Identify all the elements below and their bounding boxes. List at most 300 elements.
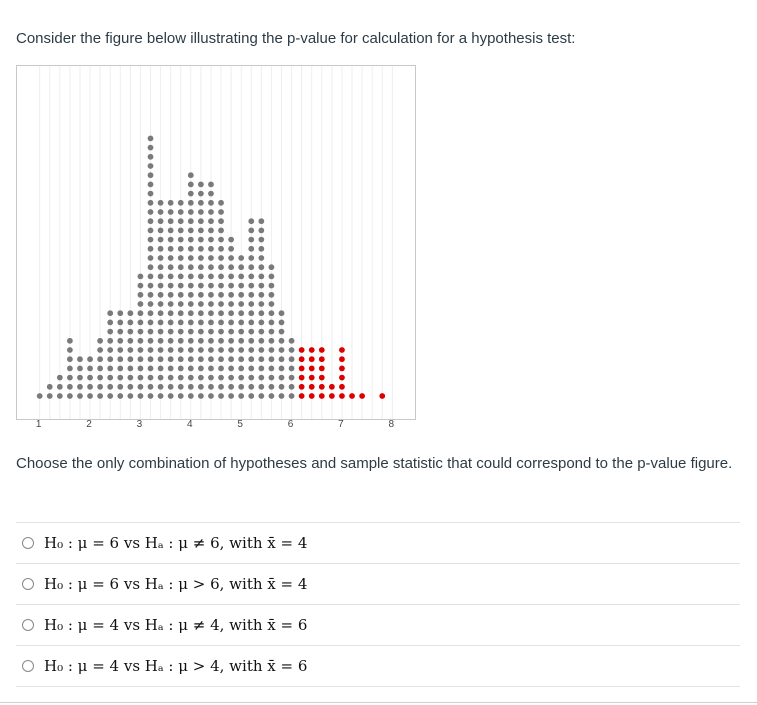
gray-data-dot xyxy=(188,172,194,178)
gray-data-dot xyxy=(248,227,254,233)
gray-data-dot xyxy=(268,264,274,270)
gray-data-dot xyxy=(218,356,224,362)
gray-data-dot xyxy=(157,209,163,215)
question-text: Choose the only combination of hypotheses and sample statistic that could correspond to the p-value figure. xyxy=(16,455,733,472)
gray-data-dot xyxy=(278,393,284,399)
answer-option-1[interactable] xyxy=(16,522,740,563)
gray-data-dot xyxy=(127,374,133,380)
gray-data-dot xyxy=(97,356,103,362)
gray-data-dot xyxy=(167,301,173,307)
gray-data-dot xyxy=(238,393,244,399)
gray-data-dot xyxy=(268,282,274,288)
gray-data-dot xyxy=(268,292,274,298)
gray-data-dot xyxy=(87,356,93,362)
gray-data-dot xyxy=(117,338,123,344)
gray-data-dot xyxy=(188,384,194,390)
gray-data-dot xyxy=(67,393,73,399)
gray-data-dot xyxy=(147,310,153,316)
gray-data-dot xyxy=(198,328,204,334)
gray-data-dot xyxy=(218,282,224,288)
gray-data-dot xyxy=(258,356,264,362)
gray-data-dot xyxy=(137,374,143,380)
red-data-dot xyxy=(298,393,304,399)
gray-data-dot xyxy=(208,310,214,316)
gray-data-dot xyxy=(178,301,184,307)
red-data-dot xyxy=(319,384,325,390)
gray-data-dot xyxy=(167,393,173,399)
answer-option-label: H₀ : μ = 4 vs Hₐ : μ ≠ 4, with x̄ = 6 xyxy=(44,616,308,634)
gray-data-dot xyxy=(238,273,244,279)
gray-data-dot xyxy=(198,181,204,187)
red-data-dot xyxy=(339,347,345,353)
gray-data-dot xyxy=(228,246,234,252)
gray-data-dot xyxy=(137,328,143,334)
gray-data-dot xyxy=(198,255,204,261)
gray-data-dot xyxy=(47,393,53,399)
gray-data-dot xyxy=(288,365,294,371)
gray-data-dot xyxy=(248,328,254,334)
gray-data-dot xyxy=(107,338,113,344)
gray-data-dot xyxy=(178,365,184,371)
red-data-dot xyxy=(319,365,325,371)
gray-data-dot xyxy=(147,338,153,344)
gray-data-dot xyxy=(238,356,244,362)
gray-data-dot xyxy=(157,328,163,334)
gray-data-dot xyxy=(208,338,214,344)
red-data-dot xyxy=(319,356,325,362)
gray-data-dot xyxy=(218,374,224,380)
gray-data-dot xyxy=(107,328,113,334)
gray-data-dot xyxy=(147,236,153,242)
gray-data-dot xyxy=(248,292,254,298)
gray-data-dot xyxy=(218,236,224,242)
prompt-text: Consider the figure below illustrating the p-value for calculation for a hypothesis test: xyxy=(16,30,576,47)
gray-data-dot xyxy=(77,374,83,380)
gray-data-dot xyxy=(188,264,194,270)
red-data-dot xyxy=(379,393,385,399)
red-data-dot xyxy=(339,384,345,390)
answer-option-4[interactable] xyxy=(16,645,740,687)
gray-data-dot xyxy=(278,328,284,334)
gray-data-dot xyxy=(178,328,184,334)
gray-data-dot xyxy=(198,365,204,371)
gray-data-dot xyxy=(278,356,284,362)
gray-data-dot xyxy=(67,356,73,362)
answer-option-label: H₀ : μ = 6 vs Hₐ : μ > 6, with x̄ = 4 xyxy=(44,575,308,593)
gray-data-dot xyxy=(127,338,133,344)
gray-data-dot xyxy=(167,227,173,233)
answer-option-3[interactable] xyxy=(16,604,740,645)
gray-data-dot xyxy=(147,319,153,325)
gray-data-dot xyxy=(228,319,234,325)
gray-data-dot xyxy=(167,209,173,215)
gray-data-dot xyxy=(137,310,143,316)
gray-data-dot xyxy=(208,301,214,307)
gray-data-dot xyxy=(278,338,284,344)
gray-data-dot xyxy=(258,282,264,288)
gray-data-dot xyxy=(137,319,143,325)
gray-data-dot xyxy=(198,319,204,325)
gray-data-dot xyxy=(208,200,214,206)
red-data-dot xyxy=(329,393,335,399)
gray-data-dot xyxy=(147,328,153,334)
gray-data-dot xyxy=(157,218,163,224)
gray-data-dot xyxy=(198,200,204,206)
gray-data-dot xyxy=(107,384,113,390)
gray-data-dot xyxy=(248,264,254,270)
gray-data-dot xyxy=(238,310,244,316)
gray-data-dot xyxy=(107,319,113,325)
gray-data-dot xyxy=(157,384,163,390)
gray-data-dot xyxy=(258,255,264,261)
gray-data-dot xyxy=(248,384,254,390)
red-data-dot xyxy=(309,384,315,390)
gray-data-dot xyxy=(208,393,214,399)
gray-data-dot xyxy=(278,347,284,353)
gray-data-dot xyxy=(208,384,214,390)
answer-option-label: H₀ : μ = 4 vs Hₐ : μ > 4, with x̄ = 6 xyxy=(44,657,308,675)
red-data-dot xyxy=(359,393,365,399)
gray-data-dot xyxy=(228,384,234,390)
gray-data-dot xyxy=(188,319,194,325)
gray-data-dot xyxy=(147,282,153,288)
gray-data-dot xyxy=(198,246,204,252)
gray-data-dot xyxy=(157,310,163,316)
gray-data-dot xyxy=(97,365,103,371)
gray-data-dot xyxy=(178,384,184,390)
gray-data-dot xyxy=(268,328,274,334)
gray-data-dot xyxy=(218,301,224,307)
gray-data-dot xyxy=(178,292,184,298)
gray-data-dot xyxy=(167,218,173,224)
gray-data-dot xyxy=(178,255,184,261)
gray-data-dot xyxy=(228,374,234,380)
gray-data-dot xyxy=(198,273,204,279)
gray-data-dot xyxy=(288,338,294,344)
gray-data-dot xyxy=(228,356,234,362)
gray-data-dot xyxy=(258,310,264,316)
gray-data-dot xyxy=(208,347,214,353)
gray-data-dot xyxy=(157,338,163,344)
gray-data-dot xyxy=(167,310,173,316)
red-data-dot xyxy=(339,356,345,362)
radio-button-icon[interactable] xyxy=(22,578,34,590)
gray-data-dot xyxy=(198,393,204,399)
red-data-dot xyxy=(319,374,325,380)
gray-data-dot xyxy=(188,218,194,224)
gray-data-dot xyxy=(107,374,113,380)
gray-data-dot xyxy=(117,374,123,380)
dotplot-chart xyxy=(16,65,416,420)
gray-data-dot xyxy=(218,365,224,371)
gray-data-dot xyxy=(137,292,143,298)
gray-data-dot xyxy=(268,374,274,380)
gray-data-dot xyxy=(137,356,143,362)
gray-data-dot xyxy=(157,200,163,206)
gray-data-dot xyxy=(218,310,224,316)
gray-data-dot xyxy=(157,393,163,399)
gray-data-dot xyxy=(218,273,224,279)
gray-data-dot xyxy=(218,227,224,233)
red-data-dot xyxy=(298,356,304,362)
red-data-dot xyxy=(309,374,315,380)
gray-data-dot xyxy=(228,292,234,298)
gray-data-dot xyxy=(278,384,284,390)
gray-data-dot xyxy=(157,246,163,252)
red-data-dot xyxy=(298,365,304,371)
gray-data-dot xyxy=(258,292,264,298)
red-data-dot xyxy=(329,384,335,390)
gray-data-dot xyxy=(188,181,194,187)
gray-data-dot xyxy=(178,273,184,279)
gray-data-dot xyxy=(218,338,224,344)
gray-data-dot xyxy=(127,393,133,399)
gray-data-dot xyxy=(258,384,264,390)
gray-data-dot xyxy=(218,384,224,390)
gray-data-dot xyxy=(268,310,274,316)
x-tick-label: 2 xyxy=(86,419,92,430)
gray-data-dot xyxy=(147,181,153,187)
gray-data-dot xyxy=(147,163,153,169)
gray-data-dot xyxy=(127,328,133,334)
gray-data-dot xyxy=(157,236,163,242)
bottom-divider xyxy=(0,702,757,703)
gray-data-dot xyxy=(258,338,264,344)
x-tick-label: 7 xyxy=(338,419,344,430)
gray-data-dot xyxy=(248,301,254,307)
gray-data-dot xyxy=(107,365,113,371)
gray-data-dot xyxy=(238,347,244,353)
gray-data-dot xyxy=(87,374,93,380)
gray-data-dot xyxy=(137,282,143,288)
gray-data-dot xyxy=(97,338,103,344)
gray-data-dot xyxy=(208,218,214,224)
gray-data-dot xyxy=(147,144,153,150)
gray-data-dot xyxy=(157,374,163,380)
gray-data-dot xyxy=(258,328,264,334)
gray-data-dot xyxy=(137,338,143,344)
gray-data-dot xyxy=(147,356,153,362)
gray-data-dot xyxy=(67,347,73,353)
red-data-dot xyxy=(349,393,355,399)
gray-data-dot xyxy=(67,374,73,380)
gray-data-dot xyxy=(248,236,254,242)
gray-data-dot xyxy=(228,338,234,344)
gray-data-dot xyxy=(218,347,224,353)
gray-data-dot xyxy=(57,374,63,380)
gray-data-dot xyxy=(278,319,284,325)
radio-button-icon[interactable] xyxy=(22,537,34,549)
gray-data-dot xyxy=(157,292,163,298)
gray-data-dot xyxy=(77,384,83,390)
gray-data-dot xyxy=(188,236,194,242)
gray-data-dot xyxy=(77,393,83,399)
gray-data-dot xyxy=(188,365,194,371)
answer-option-2[interactable] xyxy=(16,563,740,604)
gray-data-dot xyxy=(198,384,204,390)
radio-button-icon[interactable] xyxy=(22,660,34,672)
gray-data-dot xyxy=(198,338,204,344)
gray-data-dot xyxy=(248,347,254,353)
gray-data-dot xyxy=(208,319,214,325)
gray-data-dot xyxy=(178,374,184,380)
gray-data-dot xyxy=(248,282,254,288)
gray-data-dot xyxy=(198,374,204,380)
gray-data-dot xyxy=(178,393,184,399)
red-data-dot xyxy=(298,374,304,380)
gray-data-dot xyxy=(198,301,204,307)
gray-data-dot xyxy=(117,384,123,390)
gray-data-dot xyxy=(157,227,163,233)
gray-data-dot xyxy=(218,292,224,298)
gray-data-dot xyxy=(157,356,163,362)
gray-data-dot xyxy=(178,246,184,252)
gray-data-dot xyxy=(208,328,214,334)
gray-data-dot xyxy=(188,282,194,288)
gray-data-dot xyxy=(198,310,204,316)
gray-data-dot xyxy=(178,310,184,316)
gray-data-dot xyxy=(107,393,113,399)
gray-data-dot xyxy=(178,282,184,288)
gray-data-dot xyxy=(157,347,163,353)
gray-data-dot xyxy=(228,393,234,399)
gray-data-dot xyxy=(248,319,254,325)
gray-data-dot xyxy=(127,365,133,371)
gray-data-dot xyxy=(57,393,63,399)
red-data-dot xyxy=(339,374,345,380)
gray-data-dot xyxy=(127,356,133,362)
gray-data-dot xyxy=(288,384,294,390)
gray-data-dot xyxy=(198,190,204,196)
gray-data-dot xyxy=(87,384,93,390)
gray-data-dot xyxy=(127,310,133,316)
gray-data-dot xyxy=(218,328,224,334)
gray-data-dot xyxy=(97,384,103,390)
gray-data-dot xyxy=(228,365,234,371)
red-data-dot xyxy=(319,393,325,399)
gray-data-dot xyxy=(97,347,103,353)
gray-data-dot xyxy=(137,393,143,399)
gray-data-dot xyxy=(147,264,153,270)
gray-data-dot xyxy=(238,328,244,334)
gray-data-dot xyxy=(167,319,173,325)
gray-data-dot xyxy=(178,236,184,242)
gray-data-dot xyxy=(117,347,123,353)
gray-data-dot xyxy=(208,282,214,288)
gray-data-dot xyxy=(157,282,163,288)
gray-data-dot xyxy=(137,347,143,353)
gray-data-dot xyxy=(147,393,153,399)
gray-data-dot xyxy=(188,374,194,380)
gray-data-dot xyxy=(198,264,204,270)
gray-data-dot xyxy=(127,347,133,353)
gray-data-dot xyxy=(238,264,244,270)
gray-data-dot xyxy=(248,356,254,362)
gray-data-dot xyxy=(147,135,153,141)
gray-data-dot xyxy=(167,384,173,390)
gray-data-dot xyxy=(147,301,153,307)
gray-data-dot xyxy=(218,393,224,399)
gray-data-dot xyxy=(107,310,113,316)
gray-data-dot xyxy=(238,374,244,380)
gray-data-dot xyxy=(167,246,173,252)
gray-data-dot xyxy=(188,273,194,279)
gray-data-dot xyxy=(178,218,184,224)
gray-data-dot xyxy=(288,374,294,380)
gray-data-dot xyxy=(117,328,123,334)
gray-data-dot xyxy=(57,384,63,390)
gray-data-dot xyxy=(258,218,264,224)
gray-data-dot xyxy=(178,227,184,233)
gray-data-dot xyxy=(167,328,173,334)
gray-data-dot xyxy=(288,393,294,399)
gray-data-dot xyxy=(188,393,194,399)
gray-data-dot xyxy=(198,347,204,353)
gray-data-dot xyxy=(248,255,254,261)
gray-data-dot xyxy=(147,374,153,380)
gray-data-dot xyxy=(258,393,264,399)
gray-data-dot xyxy=(218,209,224,215)
gray-data-dot xyxy=(278,365,284,371)
gray-data-dot xyxy=(208,273,214,279)
gray-data-dot xyxy=(97,374,103,380)
gray-data-dot xyxy=(67,338,73,344)
gray-data-dot xyxy=(167,264,173,270)
gray-data-dot xyxy=(147,365,153,371)
gray-data-dot xyxy=(248,374,254,380)
gray-data-dot xyxy=(178,356,184,362)
gray-data-dot xyxy=(147,273,153,279)
gray-data-dot xyxy=(117,393,123,399)
gray-data-dot xyxy=(167,236,173,242)
gray-data-dot xyxy=(258,227,264,233)
gray-data-dot xyxy=(67,365,73,371)
red-data-dot xyxy=(309,347,315,353)
gray-data-dot xyxy=(178,264,184,270)
gray-data-dot xyxy=(178,319,184,325)
gray-data-dot xyxy=(208,255,214,261)
gray-data-dot xyxy=(167,255,173,261)
gray-data-dot xyxy=(107,356,113,362)
gray-data-dot xyxy=(258,273,264,279)
gray-data-dot xyxy=(228,236,234,242)
gray-data-dot xyxy=(208,292,214,298)
gray-data-dot xyxy=(278,310,284,316)
gray-data-dot xyxy=(208,365,214,371)
gray-data-dot xyxy=(167,356,173,362)
gray-data-dot xyxy=(208,264,214,270)
radio-button-icon[interactable] xyxy=(22,619,34,631)
gray-data-dot xyxy=(218,218,224,224)
gray-data-dot xyxy=(218,319,224,325)
x-axis-ticks xyxy=(16,419,414,433)
gray-data-dot xyxy=(77,365,83,371)
gray-data-dot xyxy=(248,273,254,279)
gray-data-dot xyxy=(208,374,214,380)
gray-data-dot xyxy=(167,374,173,380)
gray-data-dot xyxy=(208,236,214,242)
x-tick-label: 4 xyxy=(187,419,193,430)
gray-data-dot xyxy=(288,356,294,362)
gray-data-dot xyxy=(188,301,194,307)
x-tick-label: 3 xyxy=(136,419,143,430)
gray-data-dot xyxy=(167,200,173,206)
gray-data-dot xyxy=(178,200,184,206)
gray-data-dot xyxy=(188,310,194,316)
red-data-dot xyxy=(309,393,315,399)
gray-data-dot xyxy=(157,365,163,371)
gray-data-dot xyxy=(47,384,53,390)
